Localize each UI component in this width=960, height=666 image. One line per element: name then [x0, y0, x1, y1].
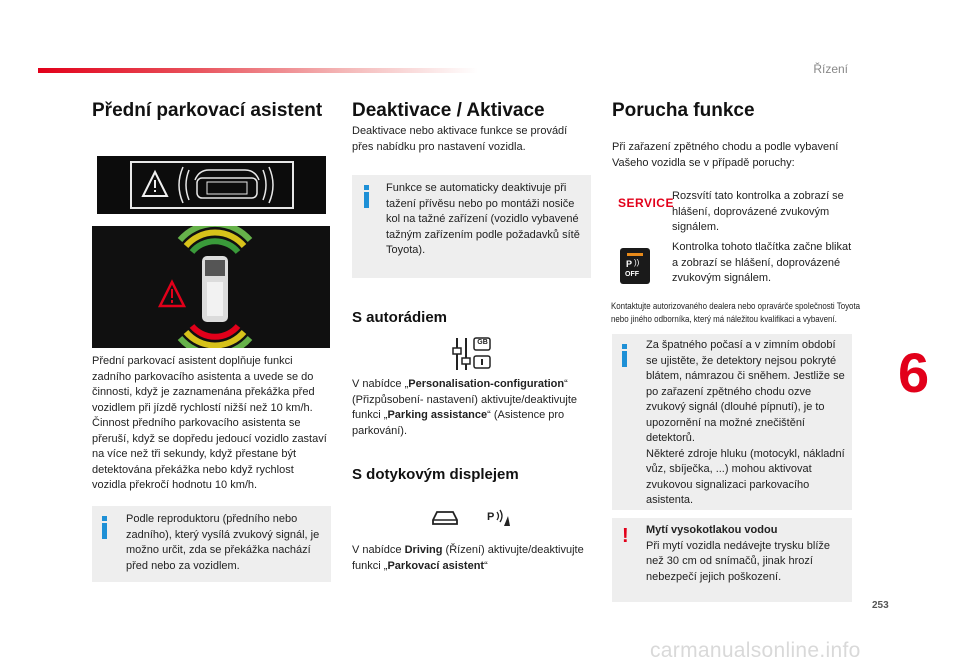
watermark: carmanualsonline.info — [650, 639, 861, 662]
warning-icon: ! — [622, 525, 629, 547]
contact-dealer-text: Kontaktujte autorizovaného dealera nebo opravárče společnosti Toyota nebo jiného odborníka, který má náležitou kvalifikaci a vybavení. — [611, 301, 861, 324]
section-title-radio: S autorádiem — [352, 309, 448, 326]
header-accent-bar — [38, 68, 478, 73]
warning-note-pressure-wash — [612, 518, 852, 602]
chapter-title: Řízení — [813, 62, 848, 76]
info-note-text: Podle reproduktoru (předního nebo zadního), který vysílá zvukový signál, je možno určit, zda se překážka nachází před nebo za vozidlem. — [126, 513, 320, 572]
info-icon — [102, 516, 108, 539]
info-note-weather — [612, 334, 852, 510]
service-warning-icon: SERVICE — [618, 196, 674, 210]
page-number: 253 — [872, 600, 889, 611]
info-note-text: Funkce se automaticky deaktivuje při tažení přívěsu nebo po montáži nosiče kol na tažné zařízení (vozidlo vybavené tažným zařízením podle požadavků sítě Toyota). — [386, 182, 580, 256]
info-note-towing — [352, 175, 591, 278]
radio-instructions: V nabídce „Personalisation-configuration“ (Přizpůsobení- nastavení) aktivujte/deaktivujte funkci „Parking assistance“ (Asistence pro parkování). — [352, 378, 578, 437]
display-illustration-top — [97, 156, 326, 214]
front-assist-body: Přední parkovací asistent doplňuje funkci zadního parkovacího asistenta a uvede se do činnosti, když je zaznamenána překážka před vozidlem při jízdě rychlostí nižší než 10 km/h. Činnost předního parkovacího asistenta se přeruší, když se dopředu jedoucí vozidlo zastaví na více než tři sekundy, když přestane být detektována překážka nebo když rychlost vozidla překročí hodnotu 10 km/h. — [92, 355, 327, 491]
section-title-front-assist: Přední parkovací asistent — [92, 100, 323, 121]
car-icon — [430, 508, 460, 528]
warning-note-text: Mytí vysokotlakou vodou Při mytí vozidla nedávejte trysku blíže než 30 cm od snímačů, jinak hrozí nebezpečí jejich poškození. — [646, 524, 831, 583]
deactivate-intro: Deaktivace nebo aktivace funkce se provádí přes nabídku pro nastavení vozidla. — [352, 125, 568, 153]
info-note-speaker — [92, 506, 331, 582]
display-illustration-bottom — [92, 226, 330, 348]
svg-text:P: P — [487, 511, 495, 523]
parking-button-icon: P )) OFF — [620, 248, 650, 284]
service-warning-text: Rozsvítí tato kontrolka a zobrazí se hlášení, doprovázené zvukovým signálem. — [672, 190, 844, 233]
parking-button-text: Kontrolka tohoto tlačítka začne blikat a zobrazí se hlášení, doprovázené zvukovým signálem. — [672, 241, 852, 284]
info-icon — [364, 185, 370, 208]
touchscreen-instructions: V nabídce Driving (Řízení) aktivujte/deaktivujte funkci „Parkovací asistent“ — [352, 544, 584, 572]
malfunction-intro: Při zařazení zpětného chodu a podle vybavení Vašeho vozidla se v případě poruchy: — [612, 141, 839, 169]
settings-icon — [452, 336, 492, 372]
info-icon — [622, 344, 628, 367]
chapter-number: 6 — [898, 341, 930, 404]
section-title-deactivate: Deaktivace / Aktivace — [352, 100, 545, 121]
gb-label: GB — [477, 339, 488, 346]
parking-sensor-icon — [487, 508, 511, 528]
section-title-malfunction: Porucha funkce — [612, 100, 755, 121]
info-note-text: Za špatného počasí a v zimním období se ujistěte, že detektory nejsou pokryté blátem, námrazou či sněhem. Jestliže se po zařazení zpětného chodu ozve zvukový signál (dlouhé pípnutí), je to upozornění na možné znečištění detektorů. Některé zdroje hluku (motocykl, nákladní vůz, sbíječka, ...) mohou aktivovat zvukovou signalizaci parkovacího asistenta. — [646, 339, 845, 506]
section-title-touchscreen: S dotykovým displejem — [352, 466, 519, 483]
